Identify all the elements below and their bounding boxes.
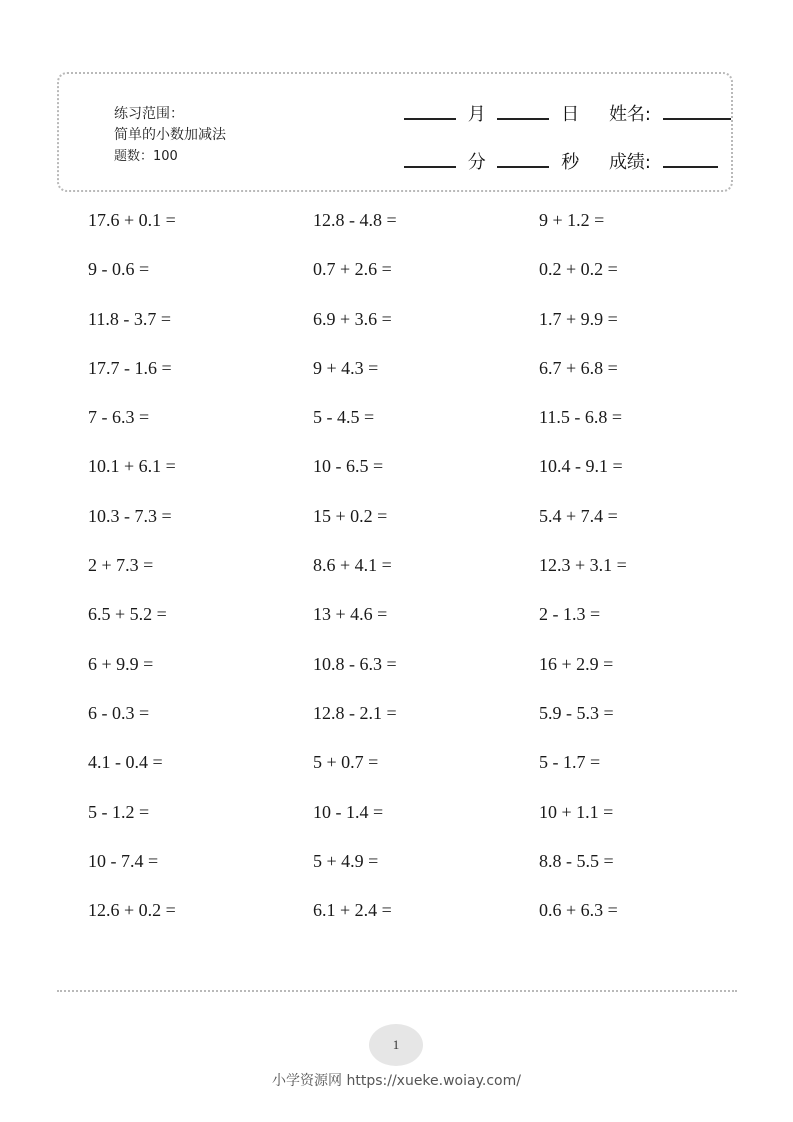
problem-row [88, 254, 768, 303]
problem-item: 6.1 + 2.4 = [313, 900, 392, 921]
problem-item: 0.6 + 6.3 = [539, 900, 618, 921]
problem-item: 12.8 - 2.1 = [313, 702, 397, 723]
date-name-row [404, 100, 731, 126]
problem-item: 5.4 + 7.4 = [539, 505, 618, 526]
problem-item: 6 - 0.3 = [88, 702, 150, 723]
name-label: 姓名: [608, 104, 652, 125]
problem-item: 5.9 - 5.3 = [539, 702, 614, 723]
footer-site: 小学资源网 https://xueke.woiay.com/ [272, 1073, 521, 1089]
problem-item: 5 + 4.9 = [313, 850, 379, 871]
problem-grid [88, 205, 768, 944]
problem-item: 0.2 + 0.2 = [539, 259, 618, 280]
problem-item: 10 - 6.5 = [313, 456, 384, 477]
problem-row [88, 402, 768, 451]
score-blank[interactable] [663, 148, 718, 168]
problem-item: 6.5 + 5.2 = [88, 604, 167, 625]
problem-row [88, 747, 768, 796]
problem-row [88, 698, 768, 747]
problem-row [88, 599, 768, 648]
problem-item: 17.7 - 1.6 = [88, 357, 172, 378]
problem-item: 12.6 + 0.2 = [88, 900, 176, 921]
count-label: 题数：100 [114, 149, 178, 164]
problem-item: 12.8 - 4.8 = [313, 210, 397, 230]
problem-item: 8.8 - 5.5 = [539, 850, 614, 871]
problem-item: 5 - 1.2 = [88, 801, 150, 822]
problem-row [88, 550, 768, 599]
minute-label: 分 [467, 152, 486, 173]
month-label: 月 [467, 104, 486, 125]
problem-item: 10 - 1.4 = [313, 801, 384, 822]
problem-item: 10.3 - 7.3 = [88, 505, 172, 526]
problem-item: 5 + 0.7 = [313, 752, 379, 773]
problem-row [88, 649, 768, 698]
worksheet-header [57, 72, 733, 192]
problem-item: 12.3 + 3.1 = [539, 555, 627, 576]
time-score-row [404, 148, 718, 174]
problem-item: 10.8 - 6.3 = [313, 653, 397, 674]
problem-row [88, 501, 768, 550]
problem-row [88, 895, 768, 944]
problem-item: 13 + 4.6 = [313, 604, 388, 625]
problem-item: 5 - 4.5 = [313, 407, 375, 428]
problem-item: 2 + 7.3 = [88, 555, 154, 576]
problem-item: 1.7 + 9.9 = [539, 308, 618, 329]
minute-blank[interactable] [404, 148, 456, 168]
page-number: 1 [369, 1024, 423, 1066]
problem-item: 10.4 - 9.1 = [539, 456, 623, 477]
problem-item: 8.6 + 4.1 = [313, 555, 392, 576]
problem-item: 15 + 0.2 = [313, 505, 388, 526]
problem-row [88, 846, 768, 895]
problem-row [88, 797, 768, 846]
score-label: 成绩: [608, 152, 652, 173]
problem-item: 16 + 2.9 = [539, 653, 614, 674]
problem-item: 10 - 7.4 = [88, 850, 159, 871]
problem-item: 6 + 9.9 = [88, 653, 154, 674]
problem-item: 2 - 1.3 = [539, 604, 601, 625]
problem-row [88, 304, 768, 353]
problem-item: 0.7 + 2.6 = [313, 259, 392, 280]
problem-item: 5 - 1.7 = [539, 752, 601, 773]
second-label: 秒 [561, 152, 580, 173]
topic-label: 简单的小数加减法 [114, 127, 226, 143]
problem-row [88, 451, 768, 500]
name-blank[interactable] [663, 100, 731, 120]
problem-item: 6.9 + 3.6 = [313, 308, 392, 329]
day-label: 日 [561, 104, 580, 125]
problem-item: 9 + 4.3 = [313, 357, 379, 378]
problem-item: 4.1 - 0.4 = [88, 752, 163, 773]
problem-item: 11.8 - 3.7 = [88, 308, 171, 329]
problem-row [88, 205, 768, 254]
problem-item: 17.6 + 0.1 = [88, 210, 176, 230]
problem-row [88, 353, 768, 402]
day-blank[interactable] [497, 100, 549, 120]
problem-item: 10 + 1.1 = [539, 801, 614, 822]
problem-item: 6.7 + 6.8 = [539, 357, 618, 378]
range-label: 练习范围： [114, 106, 184, 122]
worksheet-info [114, 104, 226, 167]
second-blank[interactable] [497, 148, 549, 168]
problem-item: 11.5 - 6.8 = [539, 407, 622, 428]
month-blank[interactable] [404, 100, 456, 120]
problem-item: 9 + 1.2 = [539, 210, 605, 230]
problem-item: 7 - 6.3 = [88, 407, 150, 428]
problem-item: 10.1 + 6.1 = [88, 456, 176, 477]
divider [57, 990, 737, 992]
problem-item: 9 - 0.6 = [88, 259, 150, 280]
